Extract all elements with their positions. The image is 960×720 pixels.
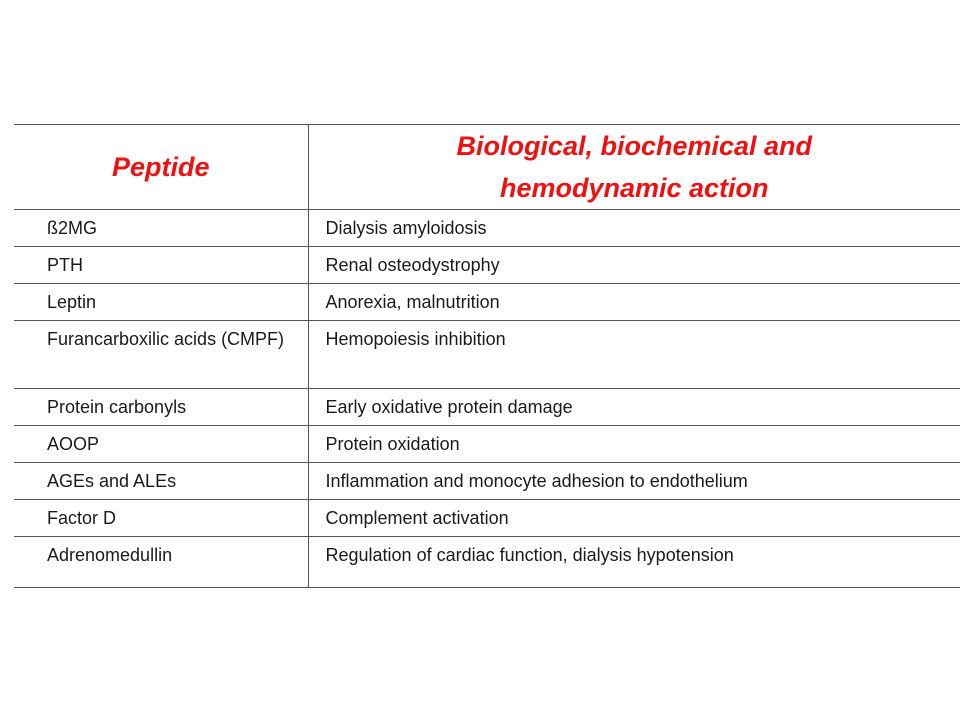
- action-header-line-2: hemodynamic action: [499, 173, 769, 203]
- table-row: [14, 426, 960, 463]
- peptide-cell: Adrenomedullin: [47, 545, 173, 565]
- action-column-header: [308, 125, 960, 210]
- table-row: [14, 537, 960, 588]
- action-cell: Regulation of cardiac function, dialysis hypotension: [308, 537, 960, 588]
- peptide-cell: Furancarboxilic acids (CMPF): [47, 329, 285, 349]
- action-header-line-1: Biological, biochemical and: [456, 131, 813, 161]
- peptide-action-table: [14, 124, 960, 588]
- table-row: [14, 389, 960, 426]
- table-row: [14, 500, 960, 537]
- table-row: [14, 463, 960, 500]
- peptide-cell: PTH: [47, 255, 83, 275]
- peptide-cell: AOOP: [47, 434, 100, 454]
- action-cell: Inflammation and monocyte adhesion to endothelium: [308, 463, 960, 500]
- action-cell: Early oxidative protein damage: [308, 389, 960, 426]
- table-body: [14, 210, 960, 588]
- peptide-cell: AGEs and ALEs: [47, 471, 177, 491]
- header-row: [14, 125, 960, 210]
- peptide-cell: Protein carbonyls: [47, 397, 187, 417]
- table-row: [14, 247, 960, 284]
- peptide-cell: ß2MG: [47, 218, 98, 238]
- table-row: [14, 284, 960, 321]
- action-cell: Protein oxidation: [308, 426, 960, 463]
- table-row: [14, 321, 960, 389]
- table-row: [14, 210, 960, 247]
- action-cell: Hemopoiesis inhibition: [308, 321, 960, 389]
- peptide-column-header: Peptide: [111, 152, 210, 182]
- peptide-cell: Factor D: [47, 508, 117, 528]
- action-cell: Dialysis amyloidosis: [308, 210, 960, 247]
- action-cell: Anorexia, malnutrition: [308, 284, 960, 321]
- table-header: [14, 125, 960, 210]
- action-cell: Complement activation: [308, 500, 960, 537]
- action-cell: Renal osteodystrophy: [308, 247, 960, 284]
- peptide-cell: Leptin: [47, 292, 97, 312]
